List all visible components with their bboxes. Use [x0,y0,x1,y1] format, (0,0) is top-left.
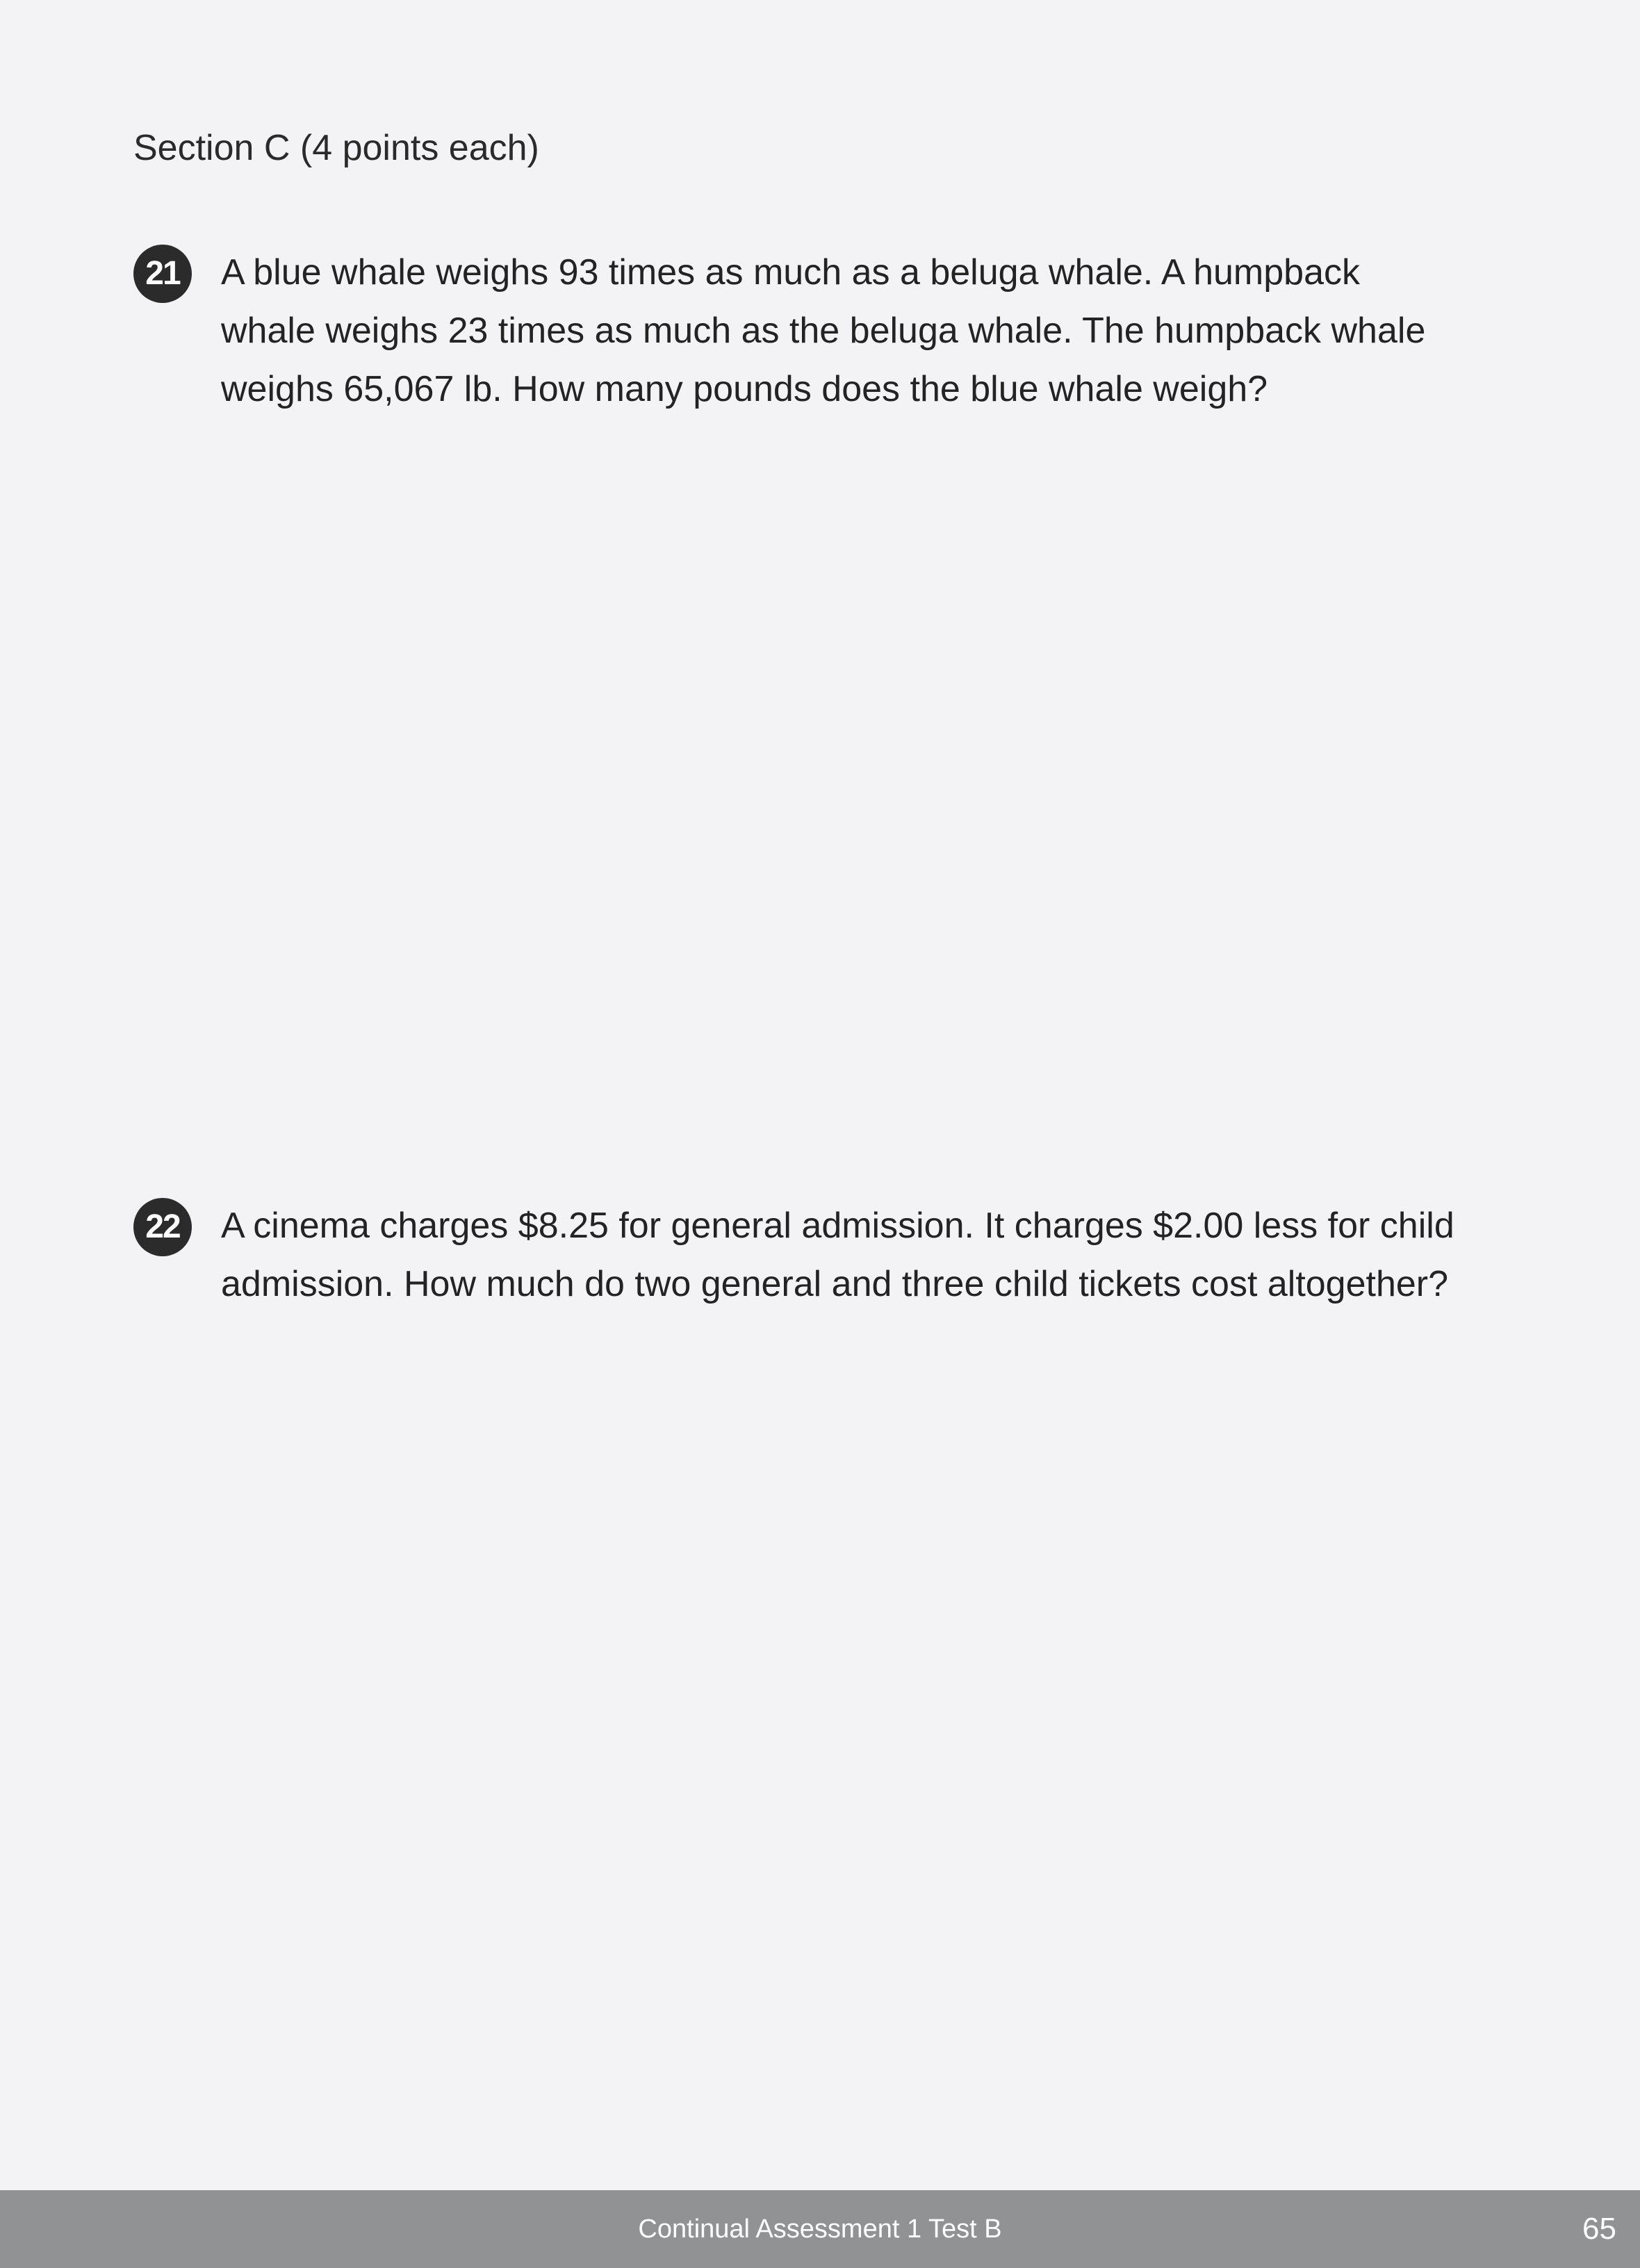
question-number-badge: 21 [133,245,192,303]
footer-title: Continual Assessment 1 Test B [638,2214,1002,2244]
question-text-line: whale weighs 23 times as much as the beluga whale. The humpback whale [221,311,1426,351]
question-text-line: weighs 65,067 lb. How many pounds does the blue whale weigh? [221,369,1268,409]
question-number-badge: 22 [133,1198,192,1256]
section-heading: Section C (4 points each) [133,128,539,168]
question-text-line: A blue whale weighs 93 times as much as a beluga whale. A humpback [221,252,1360,293]
question-text-line: admission. How much do two general and three child tickets cost altogether? [221,1264,1449,1304]
page-footer [0,2190,1640,2268]
page-number: 65 [1582,2212,1616,2246]
question-text-line: A cinema charges $8.25 for general admission. It charges $2.00 less for child [221,1206,1454,1246]
